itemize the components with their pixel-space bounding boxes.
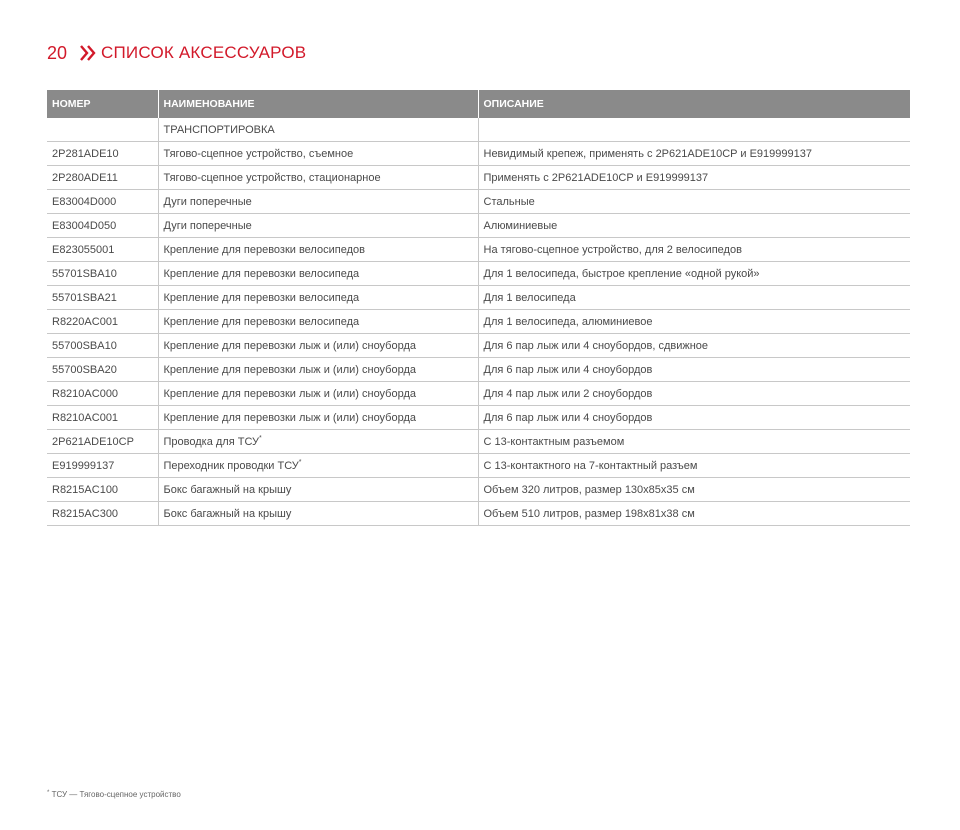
table-row <box>47 382 910 406</box>
table-row <box>47 454 910 478</box>
part-name-cell <box>158 454 478 478</box>
part-description-cell <box>478 406 910 430</box>
part-name-cell <box>158 214 478 238</box>
part-number-cell-text: R8215AC100 <box>52 483 119 496</box>
part-description-cell-text: Объем 510 литров, размер 198x81x38 см <box>483 507 695 520</box>
part-number-cell-text: E823055001 <box>52 243 115 256</box>
table-row <box>47 166 910 190</box>
part-number-cell-text: E83004D050 <box>52 219 117 232</box>
part-name-cell-text: Бокс багажный на крышу <box>163 507 292 520</box>
table-row <box>47 358 910 382</box>
part-description-cell-text: Для 6 пар лыж или 4 сноубордов <box>483 411 653 424</box>
footnote <box>47 790 181 799</box>
part-number-cell <box>47 142 158 166</box>
part-name-cell <box>158 190 478 214</box>
part-number-cell-text: 2P621ADE10CP <box>52 435 134 448</box>
part-name-cell-text: Тягово-сцепное устройство, съемное <box>163 147 354 160</box>
part-name-cell-text: Крепление для перевозки лыж и (или) сноуборда <box>163 411 417 424</box>
part-description-cell <box>478 190 910 214</box>
part-number-cell <box>47 382 158 406</box>
part-description-cell <box>478 478 910 502</box>
part-name-cell <box>158 238 478 262</box>
section-empty-cell <box>478 118 910 142</box>
part-number-cell-text: 2P281ADE10 <box>52 147 119 160</box>
part-name-cell-text: Тягово-сцепное устройство, стационарное <box>163 171 381 184</box>
table-row <box>47 430 910 454</box>
table-row <box>47 334 910 358</box>
part-name-cell <box>158 310 478 334</box>
part-description-cell <box>478 262 910 286</box>
part-number-cell <box>47 502 158 526</box>
double-chevron-right-icon <box>79 44 97 62</box>
part-description-cell-text: Для 1 велосипеда, алюминиевое <box>483 315 653 328</box>
section-label: ТРАНСПОРТИРОВКА <box>158 118 478 142</box>
column-header-name: НАИМЕНОВАНИЕ <box>158 90 478 118</box>
part-number-cell <box>47 454 158 478</box>
part-name-cell-text: Переходник проводки ТСУ <box>163 460 299 472</box>
footnote-text: ТСУ — Тягово-сцепное устройство <box>51 790 181 799</box>
part-number-cell-text: E919999137 <box>52 459 115 472</box>
part-number-cell <box>47 238 158 262</box>
part-name-cell <box>158 358 478 382</box>
part-description-cell <box>478 214 910 238</box>
part-description-cell-text: Для 1 велосипеда <box>483 291 576 304</box>
part-description-cell-text: Для 4 пар лыж или 2 сноубордов <box>483 387 653 400</box>
part-description-cell <box>478 286 910 310</box>
part-description-cell-text: Невидимый крепеж, применять с 2P621ADE10CP и E919999137 <box>483 147 812 160</box>
part-number-cell <box>47 478 158 502</box>
part-description-cell-text: На тягово-сцепное устройство, для 2 велосипедов <box>483 243 742 256</box>
table-row <box>47 238 910 262</box>
part-name-cell-text: Дуги поперечные <box>163 219 252 232</box>
part-name-cell-text: Крепление для перевозки лыж и (или) сноуборда <box>163 363 417 376</box>
part-number-cell <box>47 286 158 310</box>
part-description-cell <box>478 334 910 358</box>
footnote-reference: * <box>298 459 302 466</box>
part-number-cell-text: R8210AC001 <box>52 411 119 424</box>
table-row <box>47 478 910 502</box>
column-header-number: НОМЕР <box>47 90 158 118</box>
part-name-cell <box>158 286 478 310</box>
table-row <box>47 262 910 286</box>
part-number-cell-text: R8210AC000 <box>52 387 119 400</box>
column-header-description: ОПИСАНИЕ <box>478 90 910 118</box>
part-description-cell-text: Для 6 пар лыж или 4 сноубордов <box>483 363 653 376</box>
part-name-cell <box>158 406 478 430</box>
part-description-cell <box>478 166 910 190</box>
part-description-cell <box>478 310 910 334</box>
part-name-cell <box>158 334 478 358</box>
part-number-cell <box>47 166 158 190</box>
part-description-cell <box>478 142 910 166</box>
part-name-cell-text: Крепление для перевозки велосипеда <box>163 315 360 328</box>
part-name-cell-text: Крепление для перевозки лыж и (или) сноуборда <box>163 387 417 400</box>
part-name-cell-text: Бокс багажный на крышу <box>163 483 292 496</box>
part-number-cell <box>47 214 158 238</box>
table-row <box>47 406 910 430</box>
page-title: СПИСОК АКСЕССУАРОВ <box>101 43 307 62</box>
part-description-cell-text: Для 1 велосипеда, быстрое крепление «одной рукой» <box>483 267 760 280</box>
part-number-cell <box>47 190 158 214</box>
part-description-cell-text: Применять с 2P621ADE10CP и E919999137 <box>483 171 709 184</box>
part-name-cell <box>158 430 478 454</box>
part-description-cell-text: Для 6 пар лыж или 4 сноубордов, сдвижное <box>483 339 709 352</box>
part-number-cell-text: 2P280ADE11 <box>52 171 118 184</box>
part-number-cell <box>47 262 158 286</box>
part-number-cell <box>47 334 158 358</box>
part-name-cell <box>158 166 478 190</box>
part-description-cell-text: Алюминиевые <box>483 219 558 232</box>
part-number-cell <box>47 430 158 454</box>
footnote-reference: * <box>259 435 262 442</box>
part-description-cell <box>478 238 910 262</box>
part-name-cell <box>158 382 478 406</box>
part-number-cell-text: 55700SBA10 <box>52 339 117 352</box>
part-number-cell-text: R8220AC001 <box>52 315 119 328</box>
section-empty-cell <box>47 118 158 142</box>
part-description-cell <box>478 502 910 526</box>
part-description-cell <box>478 454 910 478</box>
part-name-cell <box>158 142 478 166</box>
part-name-cell-text: Проводка для ТСУ <box>163 436 260 448</box>
part-name-cell-text: Крепление для перевозки велосипедов <box>163 243 365 256</box>
page-header <box>47 40 306 66</box>
part-number-cell <box>47 358 158 382</box>
table-row <box>47 286 910 310</box>
accessories-table <box>47 90 910 526</box>
part-number-cell-text: R8215AC300 <box>52 507 119 520</box>
part-number-cell <box>47 406 158 430</box>
table-row <box>47 310 910 334</box>
part-name-cell <box>158 262 478 286</box>
part-number-cell-text: 55701SBA10 <box>52 267 117 280</box>
table-row <box>47 142 910 166</box>
table-header-row <box>47 90 910 118</box>
part-description-cell-text: С 13-контактным разъемом <box>483 435 625 448</box>
part-description-cell <box>478 358 910 382</box>
page-number: 20 <box>47 42 68 63</box>
part-name-cell <box>158 502 478 526</box>
part-name-cell-text: Крепление для перевозки велосипеда <box>163 291 360 304</box>
part-description-cell-text: Объем 320 литров, размер 130x85x35 см <box>483 483 695 496</box>
footnote-mark: * <box>47 790 50 796</box>
part-description-cell-text: С 13-контактного на 7-контактный разъем <box>483 459 698 472</box>
part-name-cell-text: Дуги поперечные <box>163 195 252 208</box>
table-row <box>47 190 910 214</box>
part-name-cell <box>158 478 478 502</box>
table-row <box>47 502 910 526</box>
section-row <box>47 118 910 142</box>
part-number-cell-text: E83004D000 <box>52 195 117 208</box>
part-description-cell <box>478 382 910 406</box>
part-number-cell-text: 55700SBA20 <box>52 363 117 376</box>
part-description-cell-text: Стальные <box>483 195 535 208</box>
part-name-cell-text: Крепление для перевозки лыж и (или) сноуборда <box>163 339 417 352</box>
part-number-cell-text: 55701SBA21 <box>52 291 117 304</box>
part-description-cell <box>478 430 910 454</box>
part-number-cell <box>47 310 158 334</box>
part-name-cell-text: Крепление для перевозки велосипеда <box>163 267 360 280</box>
table-row <box>47 214 910 238</box>
